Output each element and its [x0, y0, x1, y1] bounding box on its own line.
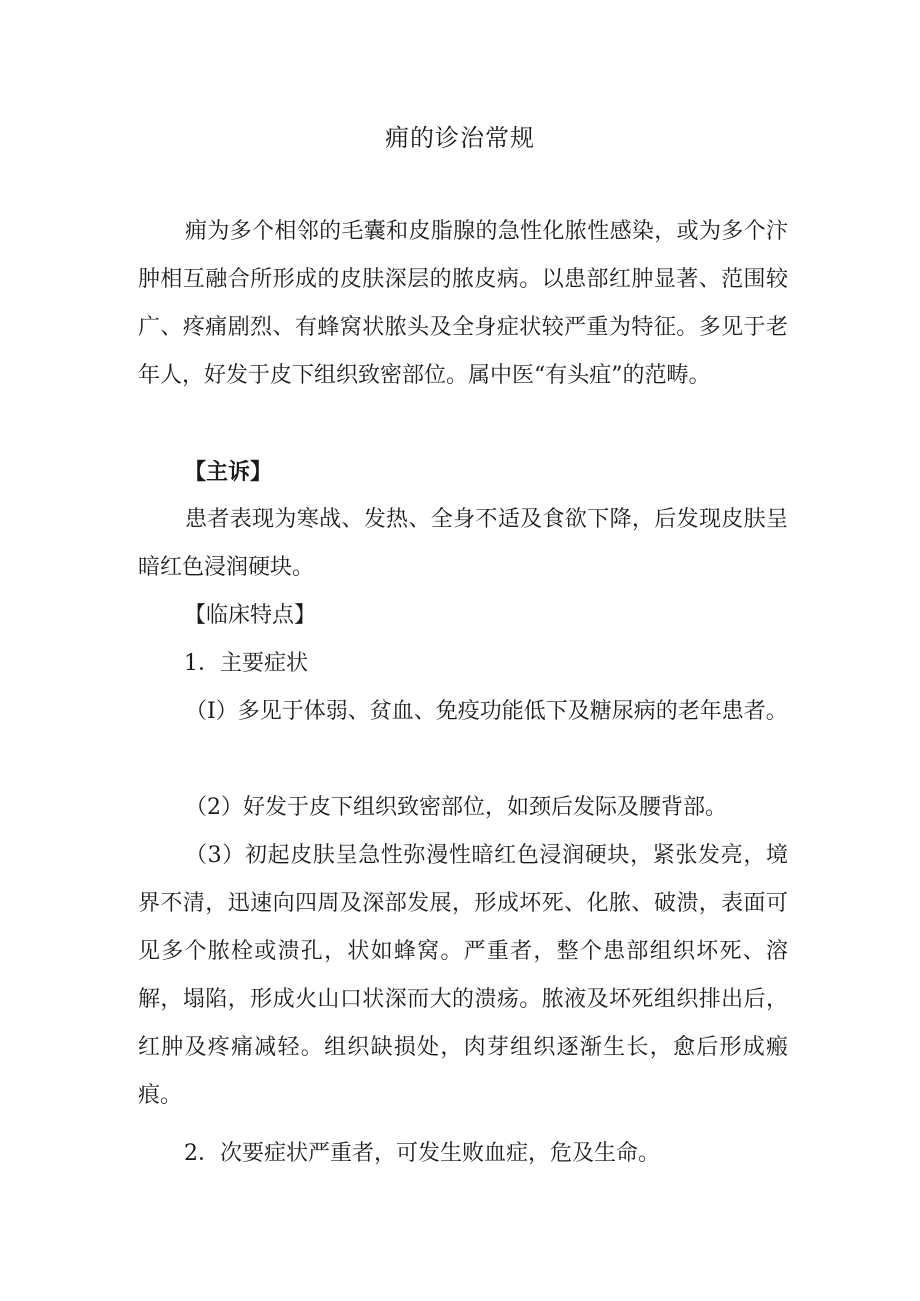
document-title: 痈的诊治常规	[385, 124, 535, 152]
symptom-item-1: （I）多见于体弱、贫血、免疫功能低下及糖尿病的老年患者。	[185, 699, 788, 724]
main-symptoms-heading: 1．主要症状	[184, 651, 308, 676]
secondary-symptoms: 2．次要症状严重者，可发生败血症，危及生命。	[184, 1141, 660, 1166]
intro-paragraph: 痈为多个相邻的毛囊和皮脂腺的急性化脓性感染，或为多个汴肿相互融合所形成的皮肤深层的脓皮病。以患部红肿显著、范围较广、疼痛剧烈、有蜂窝状脓头及全身症状较严重为特征。多见于老年人，好发于皮下组织致密部位。属中医“有头疽”的范畴。	[138, 219, 788, 388]
symptom-item-3: （3）初起皮肤呈急性弥漫性暗红色浸润硬块，紧张发亮，境界不清，迅速向四周及深部发展，形成坏死、化脓、破溃，表面可见多个脓栓或溃孔，状如蜂窝。严重者，整个患部组织坏死、溶解，塌陷，形成火山口状深而大的溃疡。脓液及坏死组织排出后，红肿及疼痛减轻。组织缺损处，肉芽组织逐渐生长，愈后形成瘢痕。	[138, 843, 788, 1108]
chief-complaint-heading: 【主诉】	[184, 459, 273, 485]
clinical-features-heading: 【临床特点】	[184, 603, 317, 628]
chief-complaint-text: 患者表现为寒战、发热、全身不适及食欲下降，后发现皮肤呈暗红色浸润硬块。	[138, 507, 788, 580]
symptom-item-2: （2）好发于皮下组织致密部位，如颈后发际及腰背部。	[185, 795, 727, 820]
